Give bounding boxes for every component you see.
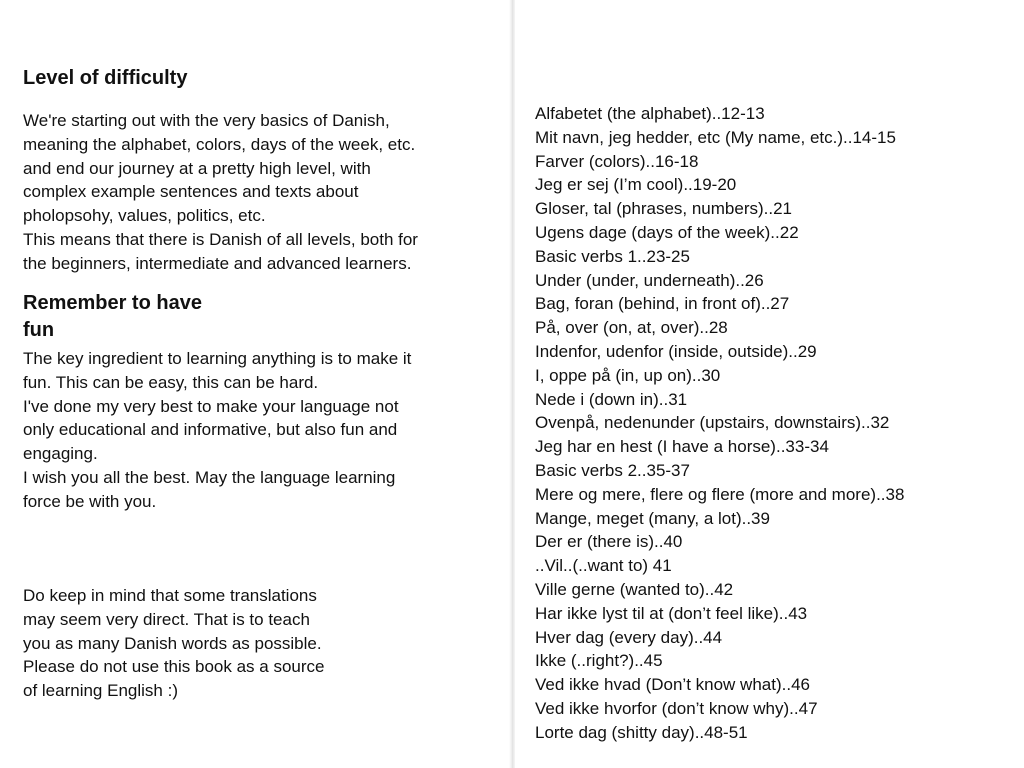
difficulty-heading: Level of difficulty bbox=[23, 67, 188, 89]
toc-entry[interactable]: På, over (on, at, over)..28 bbox=[535, 318, 728, 338]
difficulty-paragraph bbox=[23, 109, 493, 276]
toc-entry[interactable]: Ikke (..right?)..45 bbox=[535, 651, 663, 671]
text-line: you as many Danish words as possible. bbox=[23, 633, 322, 653]
text-line: engaging. bbox=[23, 444, 98, 464]
text-line: and end our journey at a pretty high level, with bbox=[23, 158, 371, 178]
toc-entry[interactable]: Har ikke lyst til at (don’t feel like)..43 bbox=[535, 603, 808, 623]
text-line: pholopsohy, values, politics, etc. bbox=[23, 206, 266, 226]
translation-note bbox=[23, 584, 393, 703]
toc-entry[interactable]: Bag, foran (behind, in front of)..27 bbox=[535, 294, 790, 314]
toc-entry[interactable]: Mit navn, jeg hedder, etc (My name, etc.)..14-15 bbox=[535, 127, 896, 147]
toc-entry[interactable]: Lorte dag (shitty day)..48-51 bbox=[535, 722, 748, 742]
toc-entry[interactable]: Mange, meget (many, a lot)..39 bbox=[535, 508, 770, 528]
toc-entry[interactable]: Ved ikke hvad (Don’t know what)..46 bbox=[535, 675, 810, 695]
toc-entry[interactable]: Indenfor, udenfor (inside, outside)..29 bbox=[535, 341, 817, 361]
page-gutter bbox=[509, 0, 515, 768]
text-line: complex example sentences and texts about bbox=[23, 182, 359, 202]
toc-entry[interactable]: Nede i (down in)..31 bbox=[535, 389, 688, 409]
toc-entry[interactable]: Der er (there is)..40 bbox=[535, 532, 683, 552]
text-line: The key ingredient to learning anything is to make it bbox=[23, 349, 412, 368]
toc-entry[interactable]: Mere og mere, flere og flere (more and more)..38 bbox=[535, 484, 905, 504]
toc-entry[interactable]: Jeg er sej (I’m cool)..19-20 bbox=[535, 175, 737, 195]
left-page bbox=[23, 0, 493, 768]
text-line: meaning the alphabet, colors, days of the week, etc. bbox=[23, 134, 416, 154]
right-page bbox=[535, 0, 1005, 768]
text-line: I wish you all the best. May the language learning bbox=[23, 467, 396, 487]
fun-heading-line: fun bbox=[23, 319, 55, 341]
toc-entry[interactable]: Basic verbs 2..35-37 bbox=[535, 460, 690, 480]
toc-entry[interactable]: Ville gerne (wanted to)..42 bbox=[535, 579, 734, 599]
fun-paragraph bbox=[23, 347, 493, 514]
toc-entry[interactable]: I, oppe på (in, up on)..30 bbox=[535, 365, 721, 385]
text-line: This means that there is Danish of all levels, both for bbox=[23, 229, 418, 249]
text-line: We're starting out with the very basics of Danish, bbox=[23, 111, 390, 130]
text-line: of learning English :) bbox=[23, 681, 178, 701]
toc-entry[interactable]: Hver dag (every day)..44 bbox=[535, 627, 723, 647]
toc-entry[interactable]: Basic verbs 1..23-25 bbox=[535, 246, 690, 266]
toc-entry[interactable]: Gloser, tal (phrases, numbers)..21 bbox=[535, 199, 793, 219]
toc-entry[interactable]: Ovenpå, nedenunder (upstairs, downstairs)..32 bbox=[535, 413, 890, 433]
text-line: only educational and informative, but also fun and bbox=[23, 420, 398, 440]
text-line: I've done my very best to make your language not bbox=[23, 396, 399, 416]
text-line: fun. This can be easy, this can be hard. bbox=[23, 372, 319, 392]
toc-entry[interactable]: Jeg har en hest (I have a horse)..33-34 bbox=[535, 437, 829, 457]
text-line: force be with you. bbox=[23, 491, 157, 511]
fun-heading-line: Remember to have bbox=[23, 292, 202, 314]
toc-entry[interactable]: Ugens dage (days of the week)..22 bbox=[535, 222, 799, 242]
text-line: Please do not use this book as a source bbox=[23, 657, 325, 677]
toc-entry[interactable]: Farver (colors)..16-18 bbox=[535, 151, 699, 171]
toc-entry[interactable]: ..Vil..(..want to) 41 bbox=[535, 556, 672, 576]
text-line: the beginners, intermediate and advanced learners. bbox=[23, 253, 412, 273]
toc-entry[interactable]: Ved ikke hvorfor (don’t know why)..47 bbox=[535, 698, 818, 718]
table-of-contents bbox=[535, 102, 904, 745]
toc-entry[interactable]: Under (under, underneath)..26 bbox=[535, 270, 764, 290]
text-line: Do keep in mind that some translations bbox=[23, 586, 317, 605]
toc-entry[interactable]: Alfabetet (the alphabet)..12-13 bbox=[535, 104, 765, 123]
text-line: may seem very direct. That is to teach bbox=[23, 609, 310, 629]
fun-heading bbox=[23, 290, 253, 344]
